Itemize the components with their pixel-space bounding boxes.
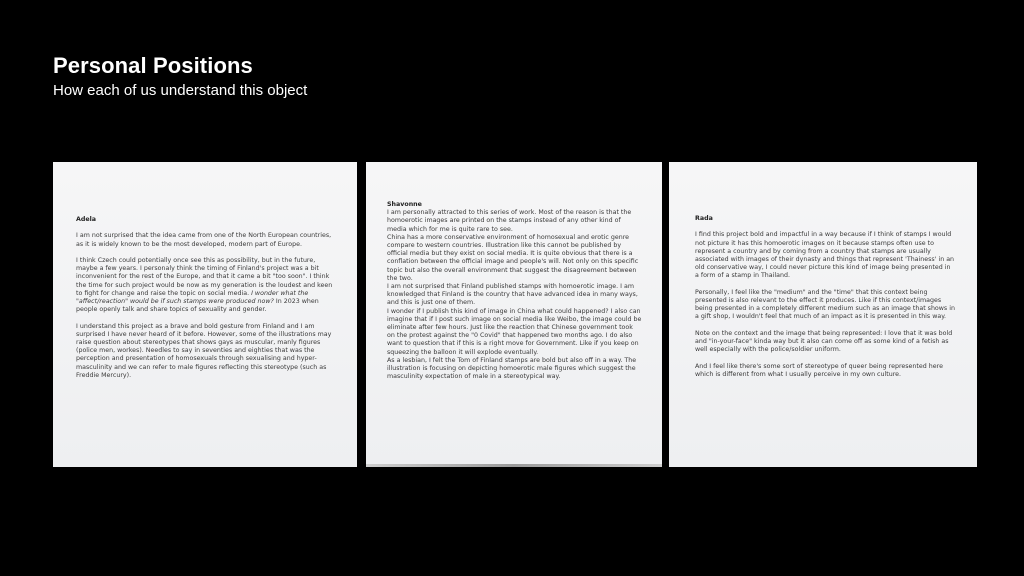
paragraph: China has a more conservative environment of homosexual and erotic genre compare to western countries. Illustration like this cannot be published by official media but they exist on social media. It is quite obvious that there is a conflation between the official image and people's will. Not only on this specific topic but also the overall environment that suggest the disagreement between the two. [387, 233, 639, 282]
paragraph: I find this project bold and impactful in a way because if I think of stamps I would not picture it has this homoerotic images on it because stamps often use to represent a country and by coming from a country that stamps are usually associated with images of their dynasty and things that represent 'Thainess' in an old conservative way, I could never picture this kind of image being presented in a form of a stamp in Thailand. [695, 231, 955, 280]
paragraph: I understand this project as a brave and bold gesture from Finland and I am surprised I have never heard of it before. However, some of the illustrations may raise question about stereotypes that shows gays as muscular, manly figures (police men, workes). Needles to say in seventies and eighties that was the perception and presentation of homosexuals through sexualising and hyper-masculinity and we can refer to male figures reflecting this stereotype (such as Freddie Mercury). [76, 322, 332, 379]
paragraph: I am not surprised that Finland published stamps with homoerotic image. I am knowledged that Finland is the country that have advanced idea in many ways, and this is just one of them. [387, 283, 638, 307]
page-title: Personal Positions [53, 53, 253, 78]
italic-question: I wonder what the "affect/reaction" would be if such stamps were produced now? [76, 289, 309, 305]
text-span: I think Czech could potentially once see this as possibility, but in the future, maybe a few years. I personaly think the timing of Finland's project was a bit inconvenient for the rest of the Europe, and that it came a bit "too soon". I think the time for such project would be now as my generation is the loudest and keen to fight for change and raise the topic on social media. [76, 256, 333, 297]
paragraph: And I feel like there's some sort of stereotype of queer being represented here which is different from what I usually perceive in my own culture. [695, 362, 943, 378]
paragraph: I am not surprised that the idea came from one of the North European countries, as it is widely known to be the most developed, modern part of Europe. [76, 232, 332, 248]
author-name: Adela [76, 216, 97, 223]
paragraph-group [387, 209, 642, 357]
text-span: In 2023 when people openly talk and share topics of sexuality and gender. [76, 298, 319, 314]
position-card-rada [669, 162, 977, 467]
paragraph [76, 257, 335, 314]
page-subtitle: How each of us understand this object [53, 82, 308, 99]
position-card-adela [53, 162, 357, 467]
paragraph: As a lesbian, I felt the Tom of Finland stamps are bold but also off in a way. The illustration is focusing on depicting homoerotic male figures which suggest the masculinity expectation of male in a stereotypical way. [387, 356, 637, 381]
position-card-shavonne [366, 162, 662, 467]
paragraph: I am personally attracted to this series of work. Most of the reason is that the homoerotic images are printed on the stamps instead of any other kind of media which for me is quite rare to see. [387, 209, 632, 233]
paragraph: I wonder if I publish this kind of image in China what could happened? I also can imagine that if I post such image on social media like Weibo, the image could be eliminate after few hours. Just like the reaction that Chinese government took on the protest against the "0 Covid" that happened two months ago. I do also want to question that if this is a right move for Government. Like if you keep on squeezing the balloon it will explode eventually. [387, 307, 642, 356]
paragraph: Note on the context and the image that being represented: I love that it was bold and "in-your-face" kinda way but it also can come off as some kind of a fetish as well especially with the police/soldier uniform. [695, 329, 953, 354]
paragraph: Personally, I feel like the "medium" and the "time" that this context being presented is also relevant to the effect it produces. Like if this context/images being presented in a completely different medium such as an image that shows in a gift shop, I wouldn't feel that much of an impact as it is presented in this way. [695, 288, 955, 321]
author-name: Shavonne [387, 201, 422, 208]
author-name: Rada [695, 215, 713, 222]
